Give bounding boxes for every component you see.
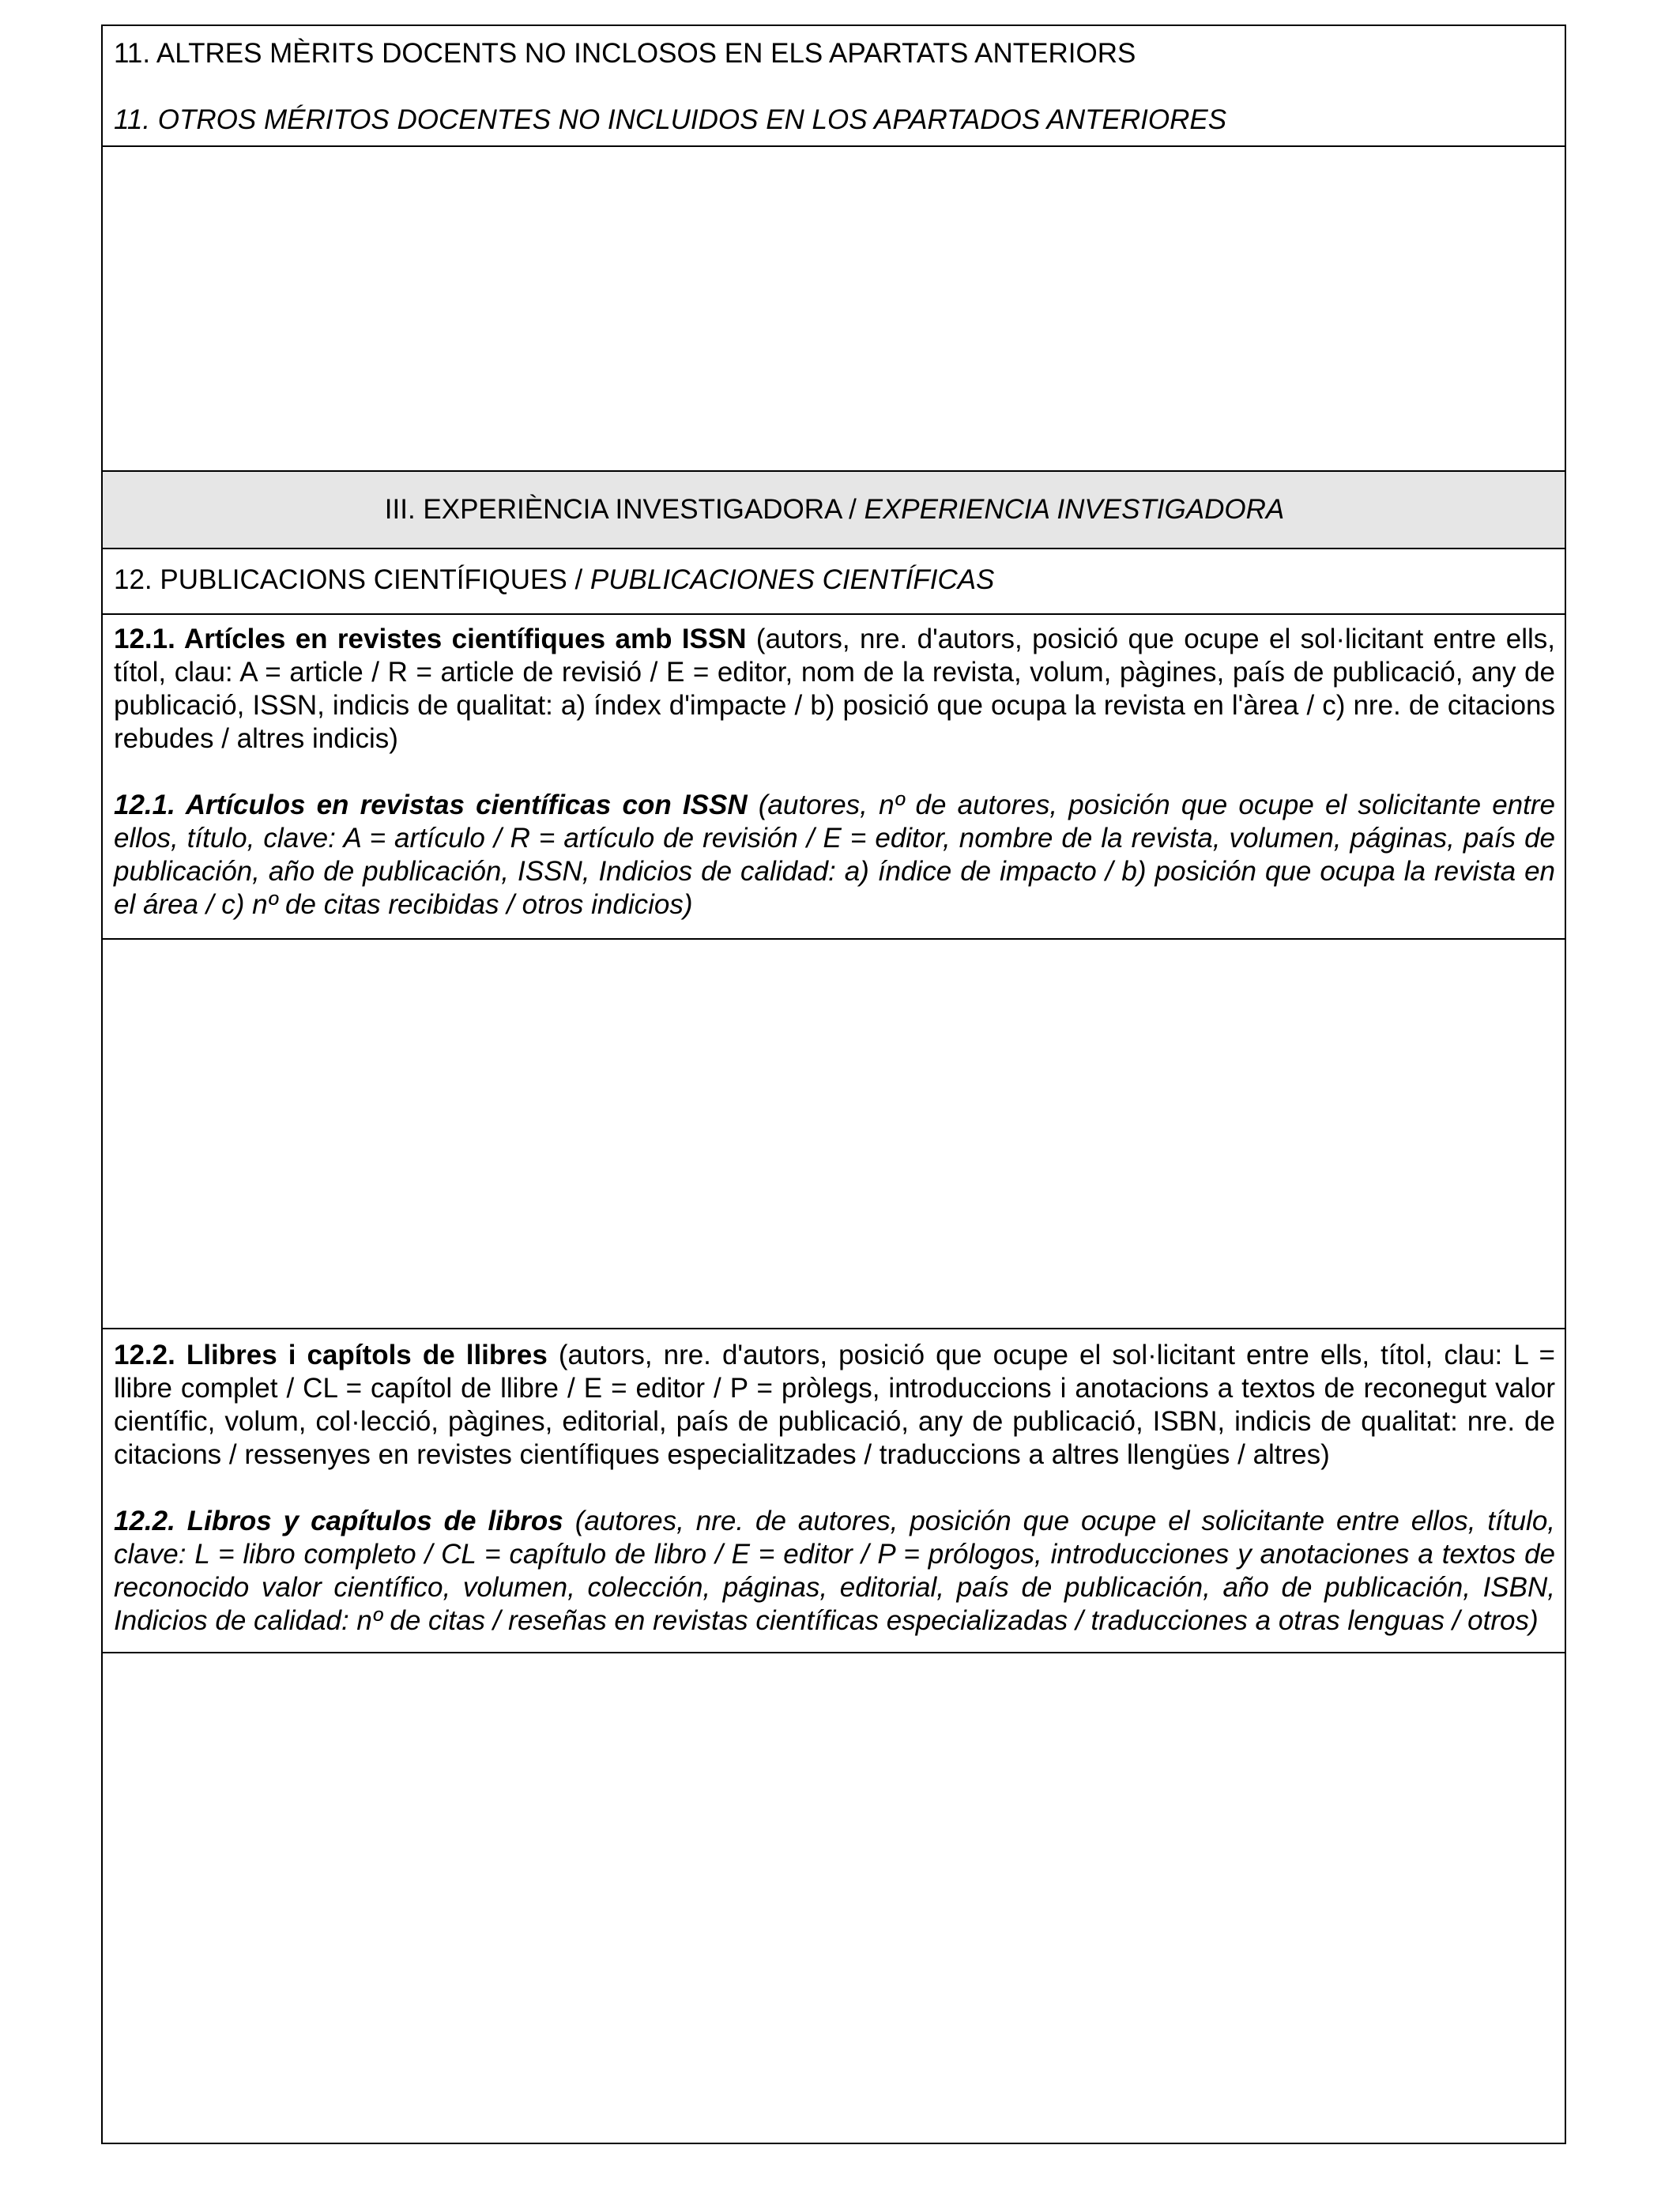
section-11-title-es: 11. OTROS MÉRITOS DOCENTES NO INCLUIDOS EN LOS APARTADOS ANTERIORES (114, 104, 1227, 135)
section-3-header (103, 472, 1565, 549)
section-12-1-text-es (114, 789, 1555, 922)
section-12-2-body-ca: (autors, nre. d'autors, posició que ocupe el sol·licitant entre ells, títol, clau: L = llibre complet / CL = capítol de llibre / E = editor / P = pròlegs, introduccions i anotacions a textos de reconegut valor científic, volum, col·lecció, pàgines, editorial, país de publicació, any de publicació, ISBN, indicis de qualitat: nre. de citacions / ressenyes en revistes científiques especialitzades / traduccions a altres llengües / altres) (114, 1340, 1555, 1470)
section-12-1-answer-area[interactable] (103, 940, 1565, 1329)
section-12-1-heading-ca: 12.1. Artícles en revistes científiques amb ISSN (114, 624, 747, 654)
section-12-2-answer-area[interactable] (103, 1653, 1565, 2143)
section-12-2-description (103, 1329, 1565, 1653)
merits-form (101, 25, 1566, 2144)
section-12-title-es: PUBLICACIONES CIENTÍFICAS (590, 564, 995, 595)
section-11-title-ca: 11. ALTRES MÈRITS DOCENTS NO INCLOSOS EN ELS APARTATS ANTERIORS (114, 38, 1136, 69)
section-12-header (103, 549, 1565, 615)
section-12-2-text-ca (114, 1339, 1555, 1472)
section-12-2-heading-ca: 12.2. Llibres i capítols de llibres (114, 1340, 548, 1370)
section-12-2-heading-es: 12.2. Libros y capítulos de libros (114, 1506, 563, 1536)
section-11-header (103, 26, 1565, 147)
section-12-1-description (103, 615, 1565, 940)
section-3-title-ca: III. EXPERIÈNCIA INVESTIGADORA / (384, 494, 864, 525)
section-12-1-text-ca (114, 623, 1555, 756)
section-12-1-body-es: (autores, nº de autores, posición que ocupe el solicitante entre ellos, título, clave: A = artículo / R = artículo de revisión / E = editor, nombre de la revista, volumen, páginas, país de publicación, año de publicación, ISSN, Indicios de calidad: a) índice de impacto / b) posición que ocupa la revista en el área / c) nº de citas recibidas / otros indicios) (114, 790, 1555, 920)
section-12-1-body-ca: (autors, nre. d'autors, posició que ocupe el sol·licitant entre ells, títol, clau: A = article / R = article de revisió / E = editor, nom de la revista, volum, pàgines, país de publicació, any de publicació, ISSN, indicis de qualitat: a) índex d'impacte / b) posició que ocupa la revista en l'àrea / c) nre. de citacions rebudes / altres indicis) (114, 624, 1555, 754)
section-12-1-heading-es: 12.1. Artículos en revistas científicas con ISSN (114, 790, 748, 820)
section-11-answer-area[interactable] (103, 147, 1565, 472)
section-12-title-ca: 12. PUBLICACIONS CIENTÍFIQUES / (114, 564, 590, 595)
section-12-2-text-es (114, 1505, 1555, 1638)
section-12-2-body-es: (autores, nre. de autores, posición que ocupe el solicitante entre ellos, título, clave: L = libro completo / CL = capítulo de libro / E = editor / P = prólogos, introducciones y anotaciones a textos de reconocido valor científico, volumen, colección, páginas, editorial, país de publicación, año de publicación, ISBN, Indicios de calidad: nº de citas / reseñas en revistas científicas especializadas / traducciones a otras lenguas / otros) (114, 1506, 1556, 1636)
section-3-title-es: EXPERIENCIA INVESTIGADORA (864, 494, 1285, 525)
